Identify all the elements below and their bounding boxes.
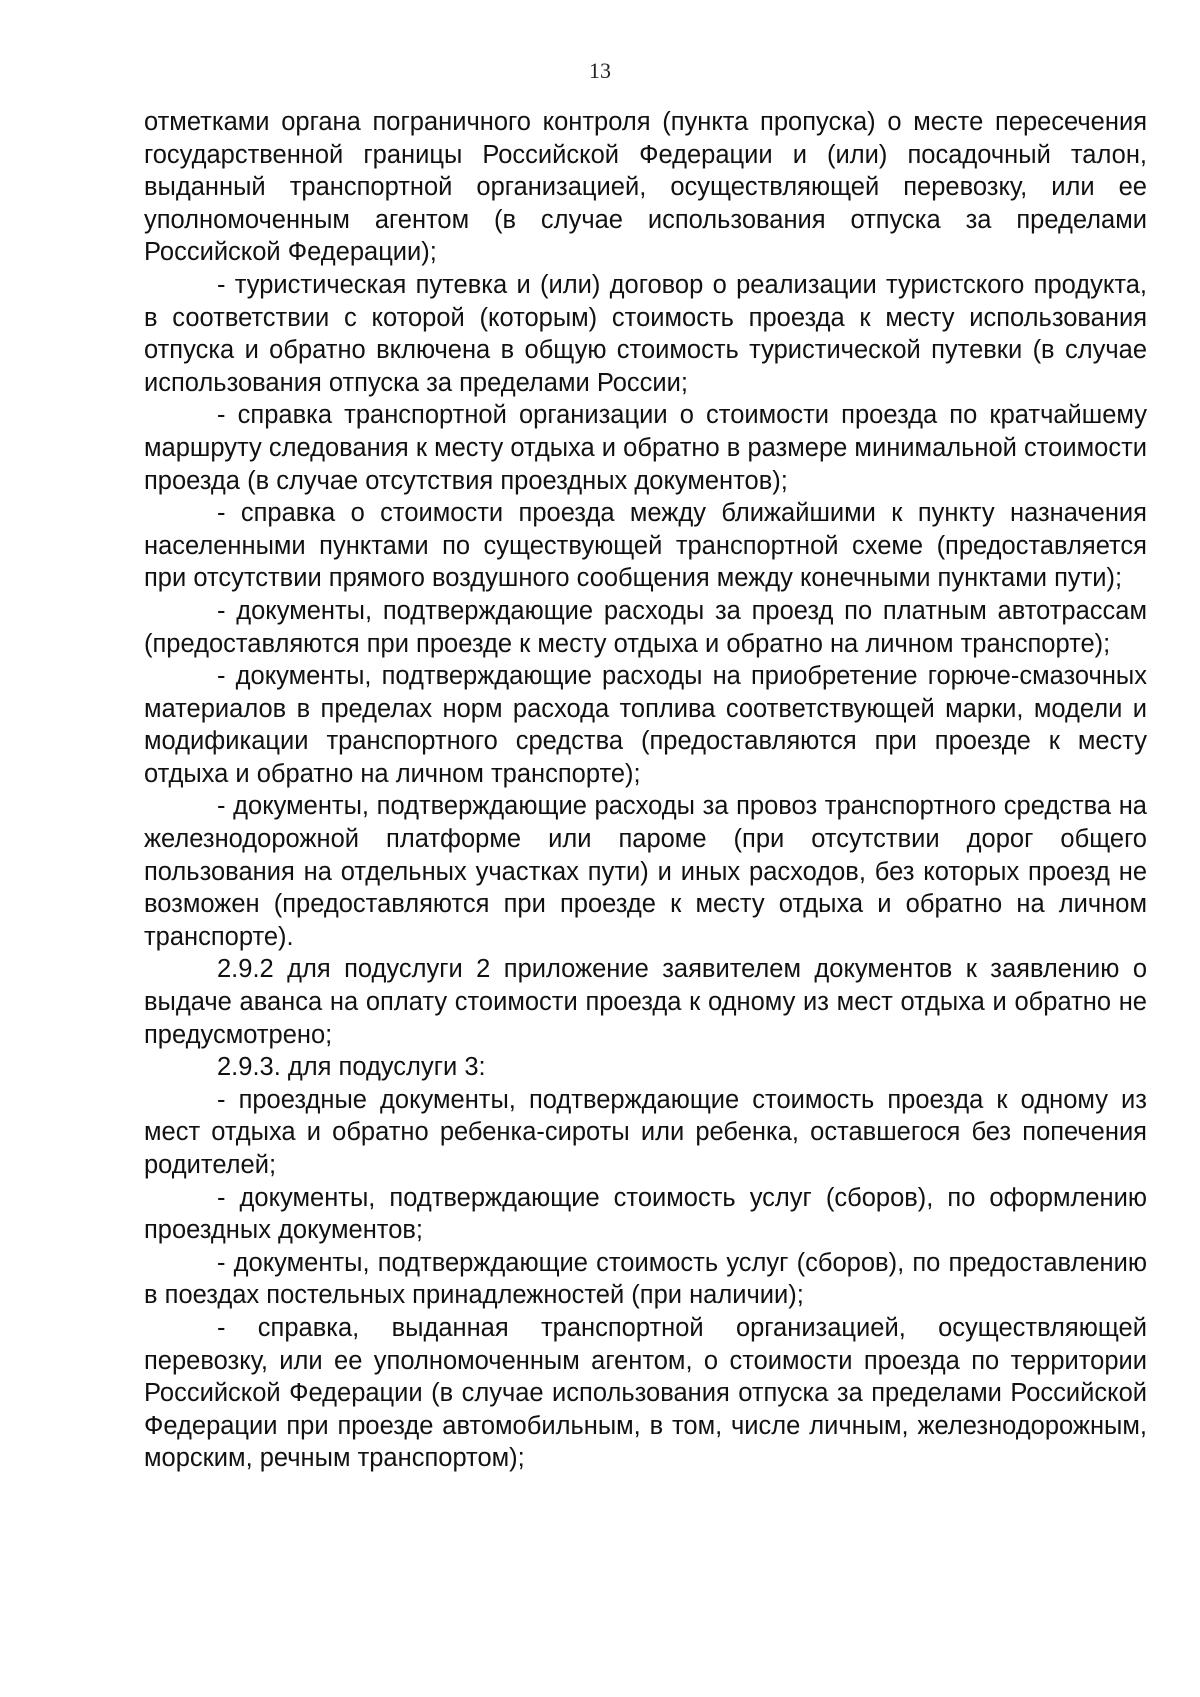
list-item: - документы, подтверждающие расходы за проезд по платным автотрассам (предоставляются при проезде к месту отдыха и обратно на личном транспорте); bbox=[144, 596, 1147, 658]
list-item: - справка, выданная транспортной организацией, осуществляющей перевозку, или ее уполномоченным агентом, о стоимости проезда по территории Российской Федерации (в случае использования отпуска за пределами Российской Федерации при проезде автомобильным, в том, числе личным, железнодорожным, морским, речным транспортом); bbox=[144, 1313, 1147, 1473]
list-item: - документы, подтверждающие расходы на приобретение горюче-смазочных материалов в пределах норм расхода топлива соответствующей марки, модели и модификации транспортного средства (предоставляются при проезде к месту отдыха и обратно на личном транспорте); bbox=[144, 662, 1147, 788]
list-item: - справка о стоимости проезда между ближайшими к пункту назначения населенными пунктами по существующей транспортной схеме (предоставляется при отсутствии прямого воздушного сообщения между конечными пунктами пути); bbox=[144, 499, 1147, 593]
list-item: - проездные документы, подтверждающие стоимость проезда к одному из мест отдыха и обратно ребенка-сироты или ребенка, оставшегося без попечения родителей; bbox=[144, 1085, 1147, 1179]
list-item: - документы, подтверждающие стоимость услуг (сборов), по предоставлению в поездах постельных принадлежностей (при наличии); bbox=[144, 1248, 1147, 1310]
list-item: - справка транспортной организации о стоимости проезда по кратчайшему маршруту следования к месту отдыха и обратно в размере минимальной стоимости проезда (в случае отсутствия проездных документов); bbox=[144, 401, 1147, 495]
section-paragraph: 2.9.2 для подуслуги 2 приложение заявителем документов к заявлению о выдаче аванса на оплату стоимости проезда к одному из мест отдыха и обратно не предусмотрено; bbox=[144, 955, 1147, 1049]
document-body bbox=[144, 106, 1147, 1475]
list-item: - туристическая путевка и (или) договор о реализации туристского продукта, в соответствии с которой (которым) стоимость проезда к месту использования отпуска и обратно включена в общую стоимость туристической путевки (в случае использования отпуска за пределами России; bbox=[144, 270, 1147, 397]
list-item: - документы, подтверждающие стоимость услуг (сборов), по оформлению проездных документов; bbox=[144, 1183, 1147, 1245]
paragraph: отметками органа пограничного контроля (пункта пропуска) о месте пересечения государственной границы Российской Федерации и (или) посадочный талон, выданный транспортной организацией, осуществляющей перевозку, или ее уполномоченным агентом (в случае использования отпуска за пределами Российской Федерации); bbox=[144, 108, 1147, 267]
page-number: 13 bbox=[589, 58, 611, 83]
list-item: - документы, подтверждающие расходы за провоз транспортного средства на железнодорожной платформе или пароме (при отсутствии дорог общего пользования на отдельных участках пути) и иных расходов, без которых проезд не возможен (предоставляются при проезде к месту отдыха и обратно на личном транспорте). bbox=[144, 792, 1147, 951]
section-heading: 2.9.3. для подуслуги 3: bbox=[217, 1053, 486, 1082]
